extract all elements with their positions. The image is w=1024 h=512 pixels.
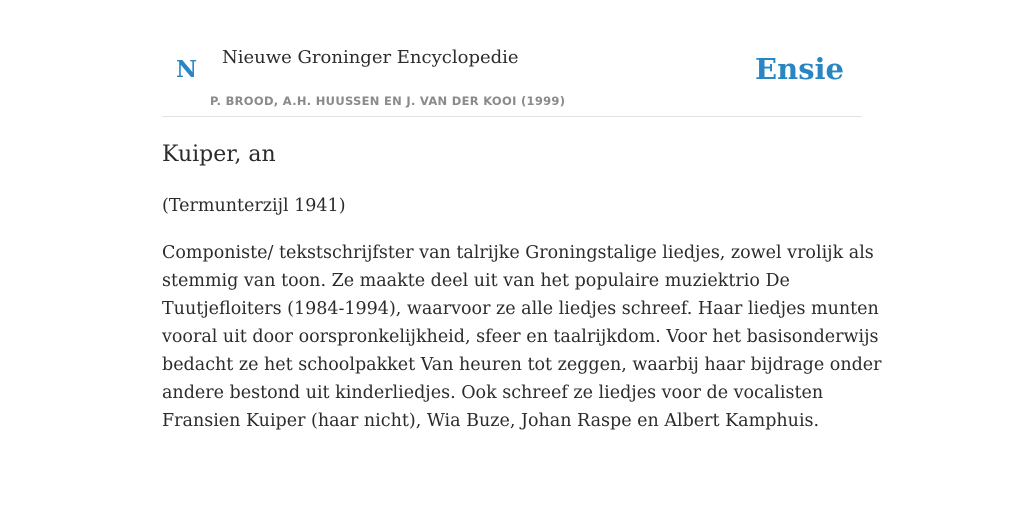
entry-body	[162, 239, 882, 435]
book-authors: P. BROOD, A.H. HUUSSEN EN J. VAN DER KOOI (1999)	[210, 94, 566, 108]
entry-body-line: Componiste/ tekstschrijfster van talrijke Groningstalige liedjes, zowel vrolijk als	[162, 243, 874, 263]
ensie-logo-link[interactable]: Ensie	[755, 52, 844, 86]
entry-body-line: andere bestond uit kinderliedjes. Ook schreef ze liedjes voor de vocalisten	[162, 383, 824, 403]
entry-title: Kuiper, an	[162, 142, 276, 167]
entry-body-line: Fransien Kuiper (haar nicht), Wia Buze, Johan Raspe en Albert Kamphuis.	[162, 411, 820, 431]
book-logo[interactable]: N	[176, 56, 198, 83]
entry-body-line: vooral uit door oorspronkelijkheid, sfeer en taalrijkdom. Voor het basisonderwijs	[162, 327, 879, 347]
entry-body-line: bedacht ze het schoolpakket Van heuren tot zeggen, waarbij haar bijdrage onder	[162, 355, 882, 375]
entry-subtitle: (Termunterzijl 1941)	[162, 196, 346, 216]
page	[162, 0, 882, 512]
book-title-link[interactable]: Nieuwe Groninger Encyclopedie	[222, 47, 519, 68]
header	[162, 0, 862, 117]
entry-body-line: Tuutjefloiters (1984-1994), waarvoor ze alle liedjes schreef. Haar liedjes munten	[162, 299, 879, 319]
entry-body-line: stemmig van toon. Ze maakte deel uit van het populaire muziektrio De	[162, 271, 790, 291]
